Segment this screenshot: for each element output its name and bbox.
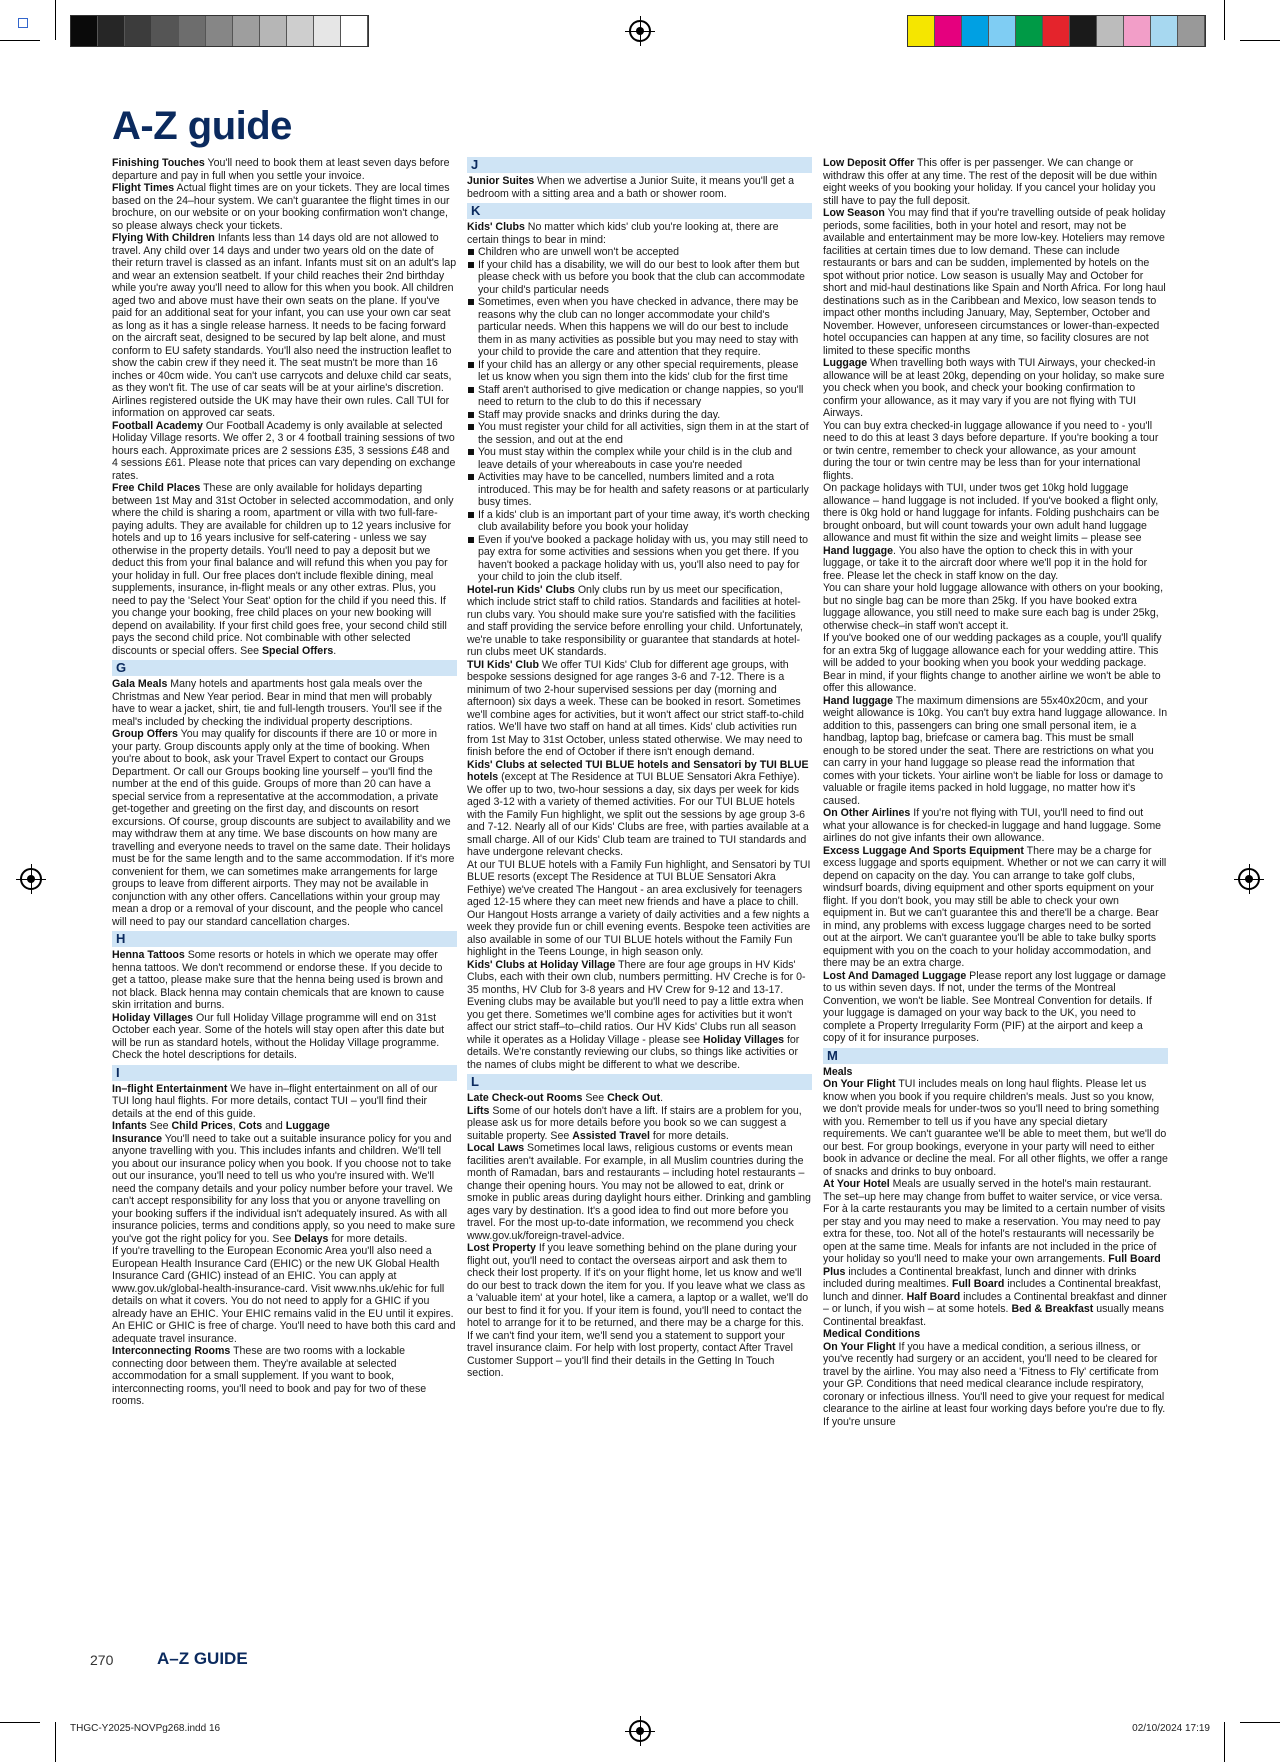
color-swatch: [935, 16, 962, 46]
list-item: Staff may provide snacks and drinks during the day.: [467, 409, 812, 422]
color-swatch: [1016, 16, 1043, 46]
crop-mark: [1224, 1722, 1225, 1762]
entry: Flying With Children Infants less than 14 days old are not allowed to travel. Any child over 14 days and under two years old on the date of their return travel is classed as an infant. Infants must sit on an adult's lap and wear an extension seatbelt. If your child reaches their 2nd birthday while you're away you'll need to allow for this when you book. All children aged two and above must have their own seats on the plane. If you've paid for an additional seat for your infant, you can use your own car seat as long as it has a single release harness. It needs to be facing forward on the aircraft seat, designed to be secured by lap belt alone, and must conform to EU safety standards. You'll also need the instruction leaflet to show the cabin crew if they need it. The seat mustn't be more than 16 inches or 40cm wide. You can't use carrycots and deluxe child car seats, as they won't fit. The use of car seats will be at your airline's discretion. Airlines registered outside the UK may have their own rules. Call TUI for information on approved car seats.: [112, 232, 457, 419]
file-slug: THGC-Y2025-NOVPg268.indd 16: [70, 1723, 221, 1734]
entry: You can buy extra checked-in luggage allowance if you need to - you'll need to do this at least 3 days before departure. If you're booking a tour or twin centre, remember to check your allowance, as your amount during the tour or twin centre may be less than for your international flights.: [823, 419, 1159, 482]
entry: You can share your hold luggage allowance with others on your booking, but no single bag can be more than 25kg. If you have booked extra luggage allowance, you still need to make sure each bag is under 25kg, otherwise check–in staff won't accept it.: [823, 582, 1164, 632]
entry: TUI Kids' Club We offer TUI Kids' Club for different age groups, with bespoke sessions designed for age ranges 3-6 and 7-12. There is a minimum of two 2-hour supervised sessions per day (morning and afternoon) six days a week. These can be booked in resort. Sometimes we'll combine ages for activities, but it won't affect our strict staff-to-child ratios. We'll have two staff on hand at all times. Kids' club activities run from 1st May to 31st October, unless stated otherwise. We may need to finish before the end of October if there isn't enough demand.: [467, 658, 804, 758]
entry: At Your Hotel Meals are usually served in the hotel's main restaurant. The set–up here may change from buffet to waiter service, or vice versa. For à la carte restaurants you may be limited to a certain number of visits per stay and you may need to make a reservation. You may need to pay extra for these, too. Not all of the hotel's restaurants will necessarily be open at the same time. Meals for infants are not included in the price of your holiday so you'll need to make your own arrangements. Full Board Plus includes a Continental breakfast, lunch and dinner with drinks included during mealtimes. Full Board includes a Continental breakfast, lunch and dinner. Half Board includes a Continental breakfast and dinner – or lunch, if you wish – at some hotels. Bed & Breakfast usually means Continental breakfast.: [823, 1178, 1167, 1328]
list-item: If your child has an allergy or any other special requirements, please let us know when you sign them into the kids' club for the first time: [467, 359, 812, 384]
section-header-g: G: [112, 660, 457, 676]
column-3: [823, 157, 1168, 1428]
registration-mark-icon: [629, 1720, 651, 1742]
section-header-h: H: [112, 931, 457, 947]
entry: On Other Airlines If you're not flying with TUI, you'll need to find out what your allowance is for checked-in luggage and hand luggage. Some airlines do not give infants their own allowance.: [823, 807, 1162, 844]
color-swatch: [152, 16, 179, 46]
list-item: Staff aren't authorised to give medication or change nappies, so you'll need to return to the club to do this if necessary: [467, 384, 812, 409]
page-title: A-Z guide: [112, 104, 292, 148]
entry: Lost Property If you leave something behind on the plane during your flight out, you'll need to contact the overseas airport and ask them to check their lost property. If it's on your flight home, let us know and we'll do our best to track down the item for you. If you leave what we class as a 'valuable item' at your hotel, like a camera, a laptop or a wallet, we'll do our best to find it for you. If your item is found, you'll need to contact the hotel to arrange for it to be returned, and there may be a charge for this. If we can't find your item, we'll send you a statement to support your travel insurance claim. For help with lost property, contact After Travel Customer Support – you'll find their details in the Getting In Touch section.: [467, 1242, 809, 1379]
entry: Low Season You may find that if you're travelling outside of peak holiday periods, some facilities, both in your hotel and resort, may not be available and entertainment may be more low-key. Hoteliers may remove facilities at certain times due to low demand. These can include restaurants or bars and can be sudden, implemented by hotels on the spot without prior notice. Low season is usually May and October for short and mid-haul destinations like Spain and North Africa. For long haul destinations such as in the Caribbean and Mexico, low season tends to impact other months including January, May, September, October and November. However, unforeseen circumstances or lower-than-expected hotel occupancies can happen at any time, so facility closures are not limited to these specific months: [823, 207, 1166, 357]
section-header-k: K: [467, 203, 812, 219]
entry: Flight Times Actual flight times are on your tickets. They are local times based on the 24–hour system. We can't guarantee the flight times in our brochure, on our website or on your booking confirmation won't change, so please always check your tickets.: [112, 182, 450, 232]
list-item: Even if you've booked a package holiday with us, you may still need to pay extra for some activities and sessions when you get there. If you haven't booked a package holiday with us, you'll also need to pay for your child to join the club itself.: [467, 534, 812, 584]
list-item: Sometimes, even when you have checked in advance, there may be reasons why the club can no longer accommodate your child's particular needs. When this happens we will do our best to include them in as many activities as possible but you may need to stay with your child to provide the care and attention that they require.: [467, 296, 812, 359]
crop-mark: [1240, 1722, 1280, 1723]
crop-mark: [1240, 40, 1280, 41]
section-header-j: J: [467, 157, 812, 173]
entry: Low Deposit Offer This offer is per passenger. We can change or withdraw this offer at any time. The rest of the deposit will be due within eight weeks of you booking your holiday. If you cancel your holiday you still have to pay the full deposit.: [823, 157, 1158, 207]
entry: Holiday Villages Our full Holiday Village programme will end on 31st October each year. Some of the hotels will stay open after this date but will be run as standard hotels, without the Holiday Village programme. Check the hotel descriptions for details.: [112, 1011, 445, 1061]
entry: Gala Meals Many hotels and apartments host gala meals over the Christmas and New Year period. Bear in mind that men will probably have to wear a jacket, shirt, tie and full-length trousers. You'll see if the meal's included by checking the individual property descriptions.: [112, 678, 443, 728]
entry: Local Laws Sometimes local laws, religious customs or events mean facilities aren't available. For example, in all Muslim countries during the month of Ramadan, bars and restaurants – including hotel restaurants – change their opening hours. You may not be allowed to eat, drink or smoke in public areas during daylight hours either. Drinking and gambling ages vary by destination. It's a good idea to find out more before you travel. For the most up-to-date information, we recommend you check www.gov.uk/foreign-travel-advice.: [467, 1142, 811, 1242]
color-swatch: [962, 16, 989, 46]
entry: In–flight Entertainment We have in–flight entertainment on all of our TUI long haul flights. For more details, contact TUI – you'll find their details at the end of this guide.: [112, 1082, 438, 1120]
color-swatch: [1070, 16, 1097, 46]
list-item: You must register your child for all activities, sign them in at the start of the session, and out at the end: [467, 421, 812, 446]
section-header-l: L: [467, 1074, 812, 1090]
color-swatch: [908, 16, 935, 46]
entry: If you're travelling to the European Economic Area you'll also need a European Health Insurance Card (EHIC) or the new UK Global Health Insurance Card (GHIC) instead of an EHIC. You can apply at www.gov.uk/global-health-insurance-card. Visit www.nhs.uk/ehic for full details on what it covers. You do not need to apply for a GHIC if you already have an EHIC. Your EHIC remains valid in the EU until it expires. An EHIC or GHIC is free of charge. You'll need to have both this card and adequate travel insurance.: [112, 1245, 456, 1345]
subheading: Meals: [823, 1065, 853, 1078]
entry: Henna Tattoos Some resorts or hotels in which we operate may offer henna tattoos. We don't recommend or endorse these. If you decide to get a tattoo, please make sure that the henna being used is brown and not black. Black henna may contain chemicals that are known to cause skin irritation and burns.: [112, 949, 445, 1011]
color-swatch: [98, 16, 125, 46]
page-number: 270: [90, 1652, 114, 1668]
footer-section-title: A–Z GUIDE: [157, 1649, 248, 1668]
crop-mark: [0, 40, 40, 41]
color-swatch: [125, 16, 152, 46]
color-swatch: [71, 16, 98, 46]
entry: Junior Suites When we advertise a Junior Suite, it means you'll get a bedroom with a sitting area and a bath or shower room.: [467, 175, 795, 200]
list-item: Activities may have to be cancelled, numbers limited and a rota introduced. This may be for health and safety reasons or at particularly busy times.: [467, 471, 812, 509]
list-item: If a kids' club is an important part of your time away, it's worth checking club availability before you book your holiday: [467, 509, 812, 534]
color-swatch: [179, 16, 206, 46]
entry: On Your Flight TUI includes meals on long haul flights. Please let us know when you book if you require children's meals. Just so you know, we don't provide meals for under-twos so you'll need to bring something with you. Remember to tell us if you have any special dietary requirements. We can't guarantee we'll be able to meet them, but we'll do our best. For group bookings, everyone in your party will need to either book in advance or decline the meal. For all other flights, we offer a range of snacks and drinks to buy onboard.: [823, 1078, 1168, 1178]
section-header-i: I: [112, 1065, 457, 1081]
color-swatch: [1151, 16, 1178, 46]
color-swatch: [1178, 16, 1205, 46]
entry: Lost And Damaged Luggage Please report any lost luggage or damage to us within seven days. If not, under the terms of the Montreal Convention, we won't be liable. See Montreal Convention for details. If your luggage is damaged on your way back to the UK, you need to complete a Property Irregularity Form (PIF) at the airport and keep a copy of it for insurance purposes.: [823, 969, 1166, 1044]
slug-icon: [18, 18, 28, 28]
entry: Hotel-run Kids' Clubs Only clubs run by us meet our specification, which include strict staff to child ratios. Standards and facilities at hotel-run clubs vary. You should make sure you're satisfied with the facilities and staff providing the service before enrolling your child. Unfortunately, we're unable to take responsibility or guarantee that standards at hotel-run clubs meet UK standards.: [467, 583, 803, 658]
subheading: Medical Conditions: [823, 1328, 921, 1340]
color-swatch: [206, 16, 233, 46]
crop-mark: [0, 1722, 40, 1723]
column-2: [467, 157, 812, 1380]
entry: Group Offers You may qualify for discounts if there are 10 or more in your party. Group discounts apply only at the time of booking. When you're about to book, ask your Travel Expert to contact our Groups Department. Or call our Groups booking line yourself – you'll find the number at the end of this guide. Groups of more than 20 can have a special service from a representative at the accommodation, a private get-together and greeting on the first day, and discounts on resort excursions. Of course, group discounts are subject to availability and we may withdraw them at any time. We base discounts on how many are travelling and everyone needs to travel on the same date. Their holidays must be for the same length and to the same accommodation. If it's more convenient for them, we can sometimes make arrangements for large groups to leave from different airports. They may not be available in conjunction with any other offers. Cancellations within your group may mean a drop or a removal of your discount, and the people who cancel will need to pay our standard cancellation charges.: [112, 728, 455, 928]
list-item: You must stay within the complex while your child is in the club and leave details of your whereabouts in case you're needed: [467, 446, 812, 471]
entry: If you've booked one of our wedding packages as a couple, you'll qualify for an extra 5kg of luggage allowance each for your wedding attire. This will be added to your booking when you book your wedding package. Bear in mind, if your flights change to another airline we won't be able to offer this allowance.: [823, 632, 1162, 694]
crop-mark: [55, 0, 56, 40]
entry: Insurance You'll need to take out a suitable insurance policy for you and anyone travelling with you. This includes infants and children. We'll tell you about our insurance policy when you book. If you choose not to take out our insurance, you'll need to tell us who you're insured with. We'll need the company details and your policy number before your travel. We can't accept responsibility for any loss that you or anyone travelling on your booking suffers if the individual isn't adequately insured. As with all insurance policies, terms and conditions apply, so you need to make sure you've got the right policy for you. See Delays for more details.: [112, 1132, 456, 1245]
entry: Excess Luggage And Sports Equipment There may be a charge for excess luggage and sports equipment. Whether or not we can carry it will depend on capacity on the day. You can arrange to take golf clubs, windsurf boards, diving equipment and other sports equipment on your flight. If you don't book, you may still be able to check your own equipment in. But we can't guarantee this and there'll be a charge. Bear in mind, any problems with excess luggage charges need to be sorted out at the airport. We can't guarantee you'll be able to take bulky sports equipment with you on the coach to your holiday accommodation, and there may be an extra charge.: [823, 844, 1167, 969]
slug-timestamp: 02/10/2024 17:19: [1132, 1723, 1210, 1734]
entry: On Your Flight If you have a medical condition, a serious illness, or you've recently had surgery or an accident, you'll need to be cleared for travel by the airline. You may also need a 'Fitness to Fly' certificate from your GP. Conditions that need medical clearance include respiratory, coronary or infectious illness. You'll need to give your request for medical clearance to the airline at least four working days before you're due to fly. If you're unsure: [823, 1340, 1166, 1428]
entry: Lifts Some of our hotels don't have a lift. If stairs are a problem for you, please ask us for more details before you book so we can suggest a suitable property. See Assisted Travel for more details.: [467, 1104, 802, 1142]
entry: Hand luggage The maximum dimensions are 55x40x20cm, and your weight allowance is 10kg. You can't buy extra hand luggage allowance. In addition to this, passengers can bring one small personal item, ie a handbag, laptop bag, briefcase or camera bag. This must be small enough to be stored under the seat. There are restrictions on what you can carry in your hand luggage so please read the information that comes with your tickets. Your airline won't be liable for loss or damage to valuable or fragile items packed in hold luggage, no matter how it's caused.: [823, 694, 1168, 807]
color-swatch: [989, 16, 1016, 46]
kids-club-bullet-list: [467, 246, 812, 584]
list-item: If your child has a disability, we will do our best to look after them but please check with us before you book that the club can accommodate your child's particular needs: [467, 259, 812, 297]
entry: At our TUI BLUE hotels with a Family Fun highlight, and Sensatori by TUI BLUE resorts (except The Residence at TUI BLUE Sensatori Akra Fethiye) we've created The Hangout - an area exclusively for teenagers aged 12-15 where they can meet new friends and have a place to chill. Our Hangout Hosts arrange a variety of daily activities and a few nights a week they provide fun or chill evening events. Bespoke teen activities are also available in some of our TUI BLUE hotels without the Family Fun highlight in the Teens Lounge, in high season only.: [467, 858, 811, 958]
color-swatch: [314, 16, 341, 46]
entry: Free Child Places These are only available for holidays departing between 1st May and 31st October in selected accommodation, and only where the child is sharing a room, apartment or villa with two full-fare-paying adults. They are available for children up to 12 years inclusive for hotels and up to 16 years inclusive for self-catering - unless we say otherwise in the property details. You'll need to pay a deposit but we deduct this from your final balance and will refund this when you pay for your holiday in full. Our free places don't include flexible dining, meal supplements, insurance, in-flight meals or any other extras. Plus, you need to pay the 'Select Your Seat' option for the child if you need this. If you change your booking, free child places on your new booking will depend on availability. If your first child goes free, your second child still pays the second child price. Not combinable with other selected discounts or special offers. See Special Offers.: [112, 482, 454, 657]
entry: Finishing Touches You'll need to book them at least seven days before departure and pay in full when you settle your invoice.: [112, 157, 450, 182]
grey-color-bar: [70, 15, 369, 47]
registration-mark-icon: [20, 868, 42, 890]
color-swatch: [260, 16, 287, 46]
entry: Luggage When travelling both ways with TUI Airways, your checked-in allowance will be at least 20kg, depending on your holiday, so make sure you check when you book, and check your booking confirmation to confirm your allowance, as it may vary if you are not flying with TUI Airways.: [823, 357, 1165, 419]
color-swatch: [1043, 16, 1070, 46]
list-item: Children who are unwell won't be accepted: [467, 246, 812, 259]
entry: Football Academy Our Football Academy is only available at selected Holiday Village resorts. We offer 2, 3 or 4 football training sessions of two hours each. Approximate prices are 2 sessions £35, 3 sessions £48 and 4 sessions £61. Please note that prices can vary depending on exchange rates.: [112, 419, 456, 482]
entry: Kids' Clubs at selected TUI BLUE hotels and Sensatori by TUI BLUE hotels (except at The Residence at TUI BLUE Sensatori Akra Fethiye). We offer up to two, two-hour sessions a day, six days per week for kids aged 3-12 with a variety of themed activities. For our TUI BLUE hotels with the Family Fun highlight, we split out the sessions by age group 3-6 and 7-12. Nearly all of our Kids' Clubs are free, with parties available at a small charge. All of our Kids' Club team are trained to TUI standards and have undergone relevant checks.: [467, 758, 809, 858]
crop-mark: [1224, 0, 1225, 40]
color-swatch: [1097, 16, 1124, 46]
entry: Infants See Child Prices, Cots and Luggage: [112, 1120, 330, 1132]
process-color-bar: [907, 15, 1206, 47]
entry: Kids' Clubs No matter which kids' club you're looking at, there are certain things to bear in mind:: [467, 221, 779, 246]
entry: Interconnecting Rooms These are two rooms with a lockable connecting door between them. They're available at selected accommodation for a small supplement. If you want to book, interconnecting rooms, you'll need to book and pay for two of these rooms.: [112, 1345, 427, 1407]
color-swatch: [341, 16, 368, 46]
column-1: [112, 157, 457, 1408]
entry: On package holidays with TUI, under twos get 10kg hold luggage allowance – hand luggage is not included. If you've booked a flight only, there is 0kg hold or hand luggage for infants. Folding pushchairs can be brought onboard, but will count towards your own adult hand luggage allowance and must fit within the size and weight limits – please see Hand luggage. You also have the option to check this in with your luggage, or take it to the aircraft door where we'll pop it in the hold for free. Please let the check in staff know on the day.: [823, 482, 1160, 582]
section-header-m: M: [823, 1048, 1168, 1064]
color-swatch: [1124, 16, 1151, 46]
crop-mark: [55, 1722, 56, 1762]
entry: Kids' Clubs at Holiday Village There are four age groups in HV Kids' Clubs, each with their own club, numbers permitting. HV Creche is for 0-35 months, HV Club for 3-8 years and HV Crew for 9-12 and 13-17. Evening clubs may be available but you'll need to pay a little extra when you get there. Sometimes we'll combine ages for activities but it won't affect our strict staff–to–child ratios. Our HV Kids' Clubs run all season while it operates as a Holiday Village - please see Holiday Villages for details. We're constantly reviewing our clubs, so things like activities or the names of clubs might be different to what we describe.: [467, 958, 806, 1071]
color-swatch: [287, 16, 314, 46]
registration-mark-icon: [629, 20, 651, 42]
color-swatch: [233, 16, 260, 46]
registration-mark-icon: [1238, 868, 1260, 890]
entry: Late Check-out Rooms See Check Out.: [467, 1092, 664, 1104]
